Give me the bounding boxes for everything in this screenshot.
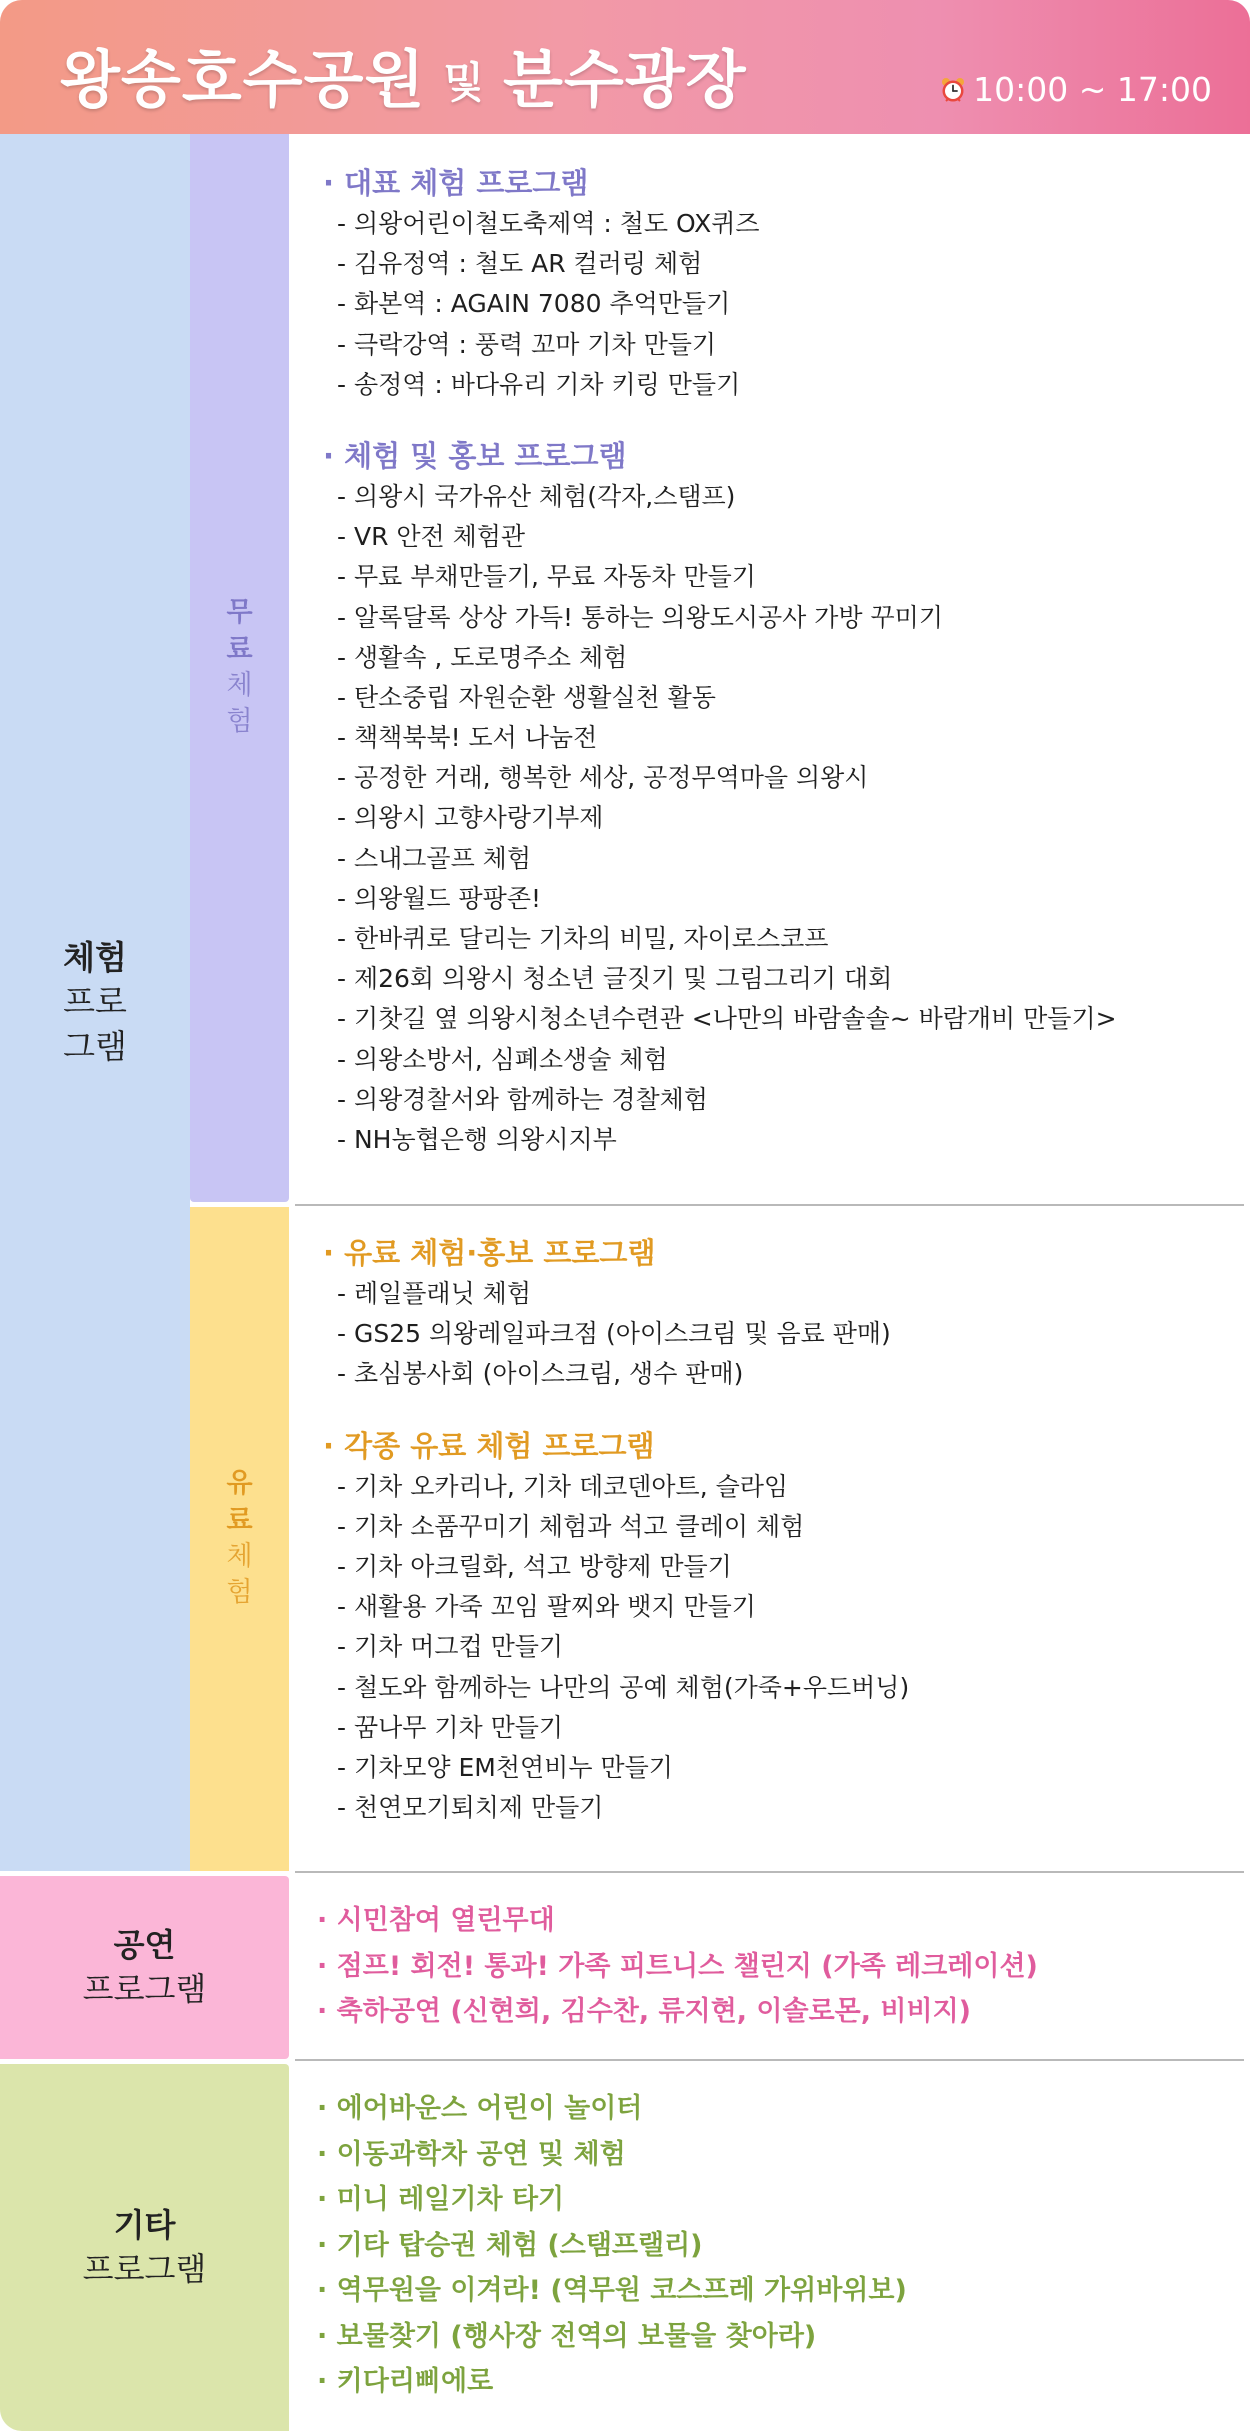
list-item: - GS25 의왕레일파크점 (아이스크림 및 음료 판매) [337, 1319, 891, 1349]
performance-program-label [0, 1876, 289, 2059]
section-title-representative: · 대표 체험 프로그램 [323, 166, 589, 200]
etc-program-label [0, 2064, 289, 2431]
list-item: · 점프! 회전! 통과! 가족 피트니스 챌린지 (가족 레크레이션) [317, 1950, 1038, 1982]
performance-label-line2: 프로그램 [82, 1969, 207, 2008]
list-item: - 무료 부채만들기, 무료 자동차 만들기 [337, 562, 756, 592]
paid-label-4: 험 [226, 1577, 253, 1609]
list-item: - 의왕시 국가유산 체험(각자,스탬프) [337, 481, 736, 511]
divider [295, 1204, 1244, 1206]
alarm-clock-icon [939, 76, 967, 104]
section-title-paid-promo: · 유료 체험·홍보 프로그램 [323, 1236, 656, 1270]
experience-label-line3: 그램 [63, 1026, 127, 1066]
list-item: - 제26회 의왕시 청소년 글짓기 및 그림그리기 대회 [337, 964, 893, 994]
title-part1: 왕송호수공원 [60, 43, 426, 116]
etc-label-bold: 기타 [113, 2206, 176, 2245]
list-item: - 기찻길 옆 의왕시청소년수련관 <나만의 바람솔솔~ 바람개비 만들기> [337, 1004, 1117, 1034]
list-item: · 미니 레일기차 타기 [317, 2184, 565, 2215]
list-item: - 스내그골프 체험 [337, 843, 531, 873]
list-item: · 기타 탑승권 체험 (스탬프랠리) [317, 2229, 703, 2261]
list-item: - 기차 머그컵 만들기 [337, 1632, 564, 1662]
list-item: - 꿈나무 기차 만들기 [337, 1712, 564, 1742]
list-item: - 한바퀴로 달리는 기차의 비밀, 자이로스코프 [337, 924, 829, 953]
list-item: - 공정한 거래, 행복한 세상, 공정무역마을 의왕시 [337, 763, 869, 793]
list-item: - 극락강역 : 풍력 꼬마 기차 만들기 [337, 329, 717, 359]
list-item: - 의왕어린이철도축제역 : 철도 OX퀴즈 [337, 209, 760, 238]
list-item: - 의왕소방서, 심폐소생술 체험 [337, 1044, 668, 1074]
list-item: · 에어바운스 어린이 놀이터 [317, 2093, 643, 2124]
etc-label-line2: 프로그램 [82, 2249, 207, 2288]
list-item: - 의왕월드 팡팡존! [337, 883, 541, 913]
performance-program-list [295, 1898, 1245, 2035]
list-item: - 김유정역 : 철도 AR 컬러링 체험 [337, 249, 703, 279]
list-item: · 축하공연 (신현희, 김수찬, 류지현, 이솔로몬, 비비지) [317, 1996, 972, 2027]
title-part2: 분수광장 [502, 43, 747, 116]
header-banner [0, 0, 1250, 134]
list-item: · 키다리삐에로 [317, 2366, 494, 2397]
divider [295, 1871, 1244, 1873]
free-label-3: 체 [226, 670, 253, 701]
list-item: - NH농협은행 의왕시지부 [337, 1124, 617, 1154]
list-item: - 기차 오카리나, 기차 데코덴아트, 슬라임 [337, 1471, 789, 1501]
list-item: - 기차 아크릴화, 석고 방향제 만들기 [337, 1551, 732, 1581]
experience-label-line2: 프로 [63, 982, 127, 1022]
page-title [60, 30, 747, 119]
experience-label-bold: 체험 [63, 937, 127, 977]
list-item: - 레일플래닛 체험 [337, 1279, 531, 1308]
list-item: - VR 안전 체험관 [337, 522, 526, 552]
list-item: - 탄소중립 자원순환 생활실천 활동 [337, 682, 716, 712]
section-title-experience-promo: · 체험 및 홍보 프로그램 [323, 438, 627, 473]
list-item: - 화본역 : AGAIN 7080 추억만들기 [337, 289, 731, 319]
section-title-paid-various: · 각종 유료 체험 프로그램 [323, 1428, 655, 1463]
list-item: · 보물찾기 (행사장 전역의 보물을 찾아라) [317, 2320, 817, 2352]
list-item: · 이동과학차 공연 및 체험 [317, 2138, 626, 2170]
list-item: - 의왕시 고향사랑기부제 [337, 803, 604, 833]
paid-label-2: 료 [226, 1504, 253, 1536]
free-experience-label [190, 134, 289, 1202]
experience-program-label [0, 134, 190, 1871]
list-item: - 기차모양 EM천연비누 만들기 [337, 1752, 673, 1782]
free-label-1: 무 [226, 597, 253, 629]
list-item: - 송정역 : 바다유리 기차 키링 만들기 [337, 369, 741, 399]
free-label-2: 료 [226, 633, 253, 665]
etc-program-list [295, 2086, 1245, 2405]
time-text: 10:00 ~ 17:00 [973, 70, 1212, 109]
list-item: · 역무원을 이겨라! (역무원 코스프레 가위바위보) [317, 2275, 907, 2306]
free-label-4: 험 [226, 706, 253, 738]
list-item: - 알록달록 상상 가득! 통하는 의왕도시공사 가방 꾸미기 [337, 602, 943, 632]
list-item: - 기차 소품꾸미기 체험과 석고 클레이 체험 [337, 1511, 805, 1541]
title-connector: 및 [443, 58, 485, 107]
list-item: - 철도와 함께하는 나만의 공예 체험(가죽+우드버닝) [337, 1672, 910, 1702]
list-item: - 책책북북! 도서 나눔전 [337, 723, 598, 753]
list-item: - 의왕경찰서와 함께하는 경찰체험 [337, 1084, 708, 1114]
list-item: - 생활속 , 도로명주소 체험 [337, 642, 628, 672]
paid-experience-label [190, 1207, 289, 1871]
divider [295, 2059, 1244, 2061]
paid-label-1: 유 [226, 1468, 253, 1500]
list-item: - 초심봉사회 (아이스크림, 생수 판매) [337, 1359, 744, 1389]
list-item: · 시민참여 열린무대 [317, 1905, 555, 1936]
paid-label-3: 체 [226, 1541, 253, 1572]
free-program-list [295, 162, 1245, 1160]
list-item: - 새활용 가죽 꼬임 팔찌와 뱃지 만들기 [337, 1592, 756, 1622]
list-item: - 천연모기퇴치제 만들기 [337, 1793, 604, 1823]
operating-time [939, 70, 1212, 109]
performance-label-bold: 공연 [113, 1926, 176, 1965]
paid-program-list [295, 1232, 1245, 1828]
